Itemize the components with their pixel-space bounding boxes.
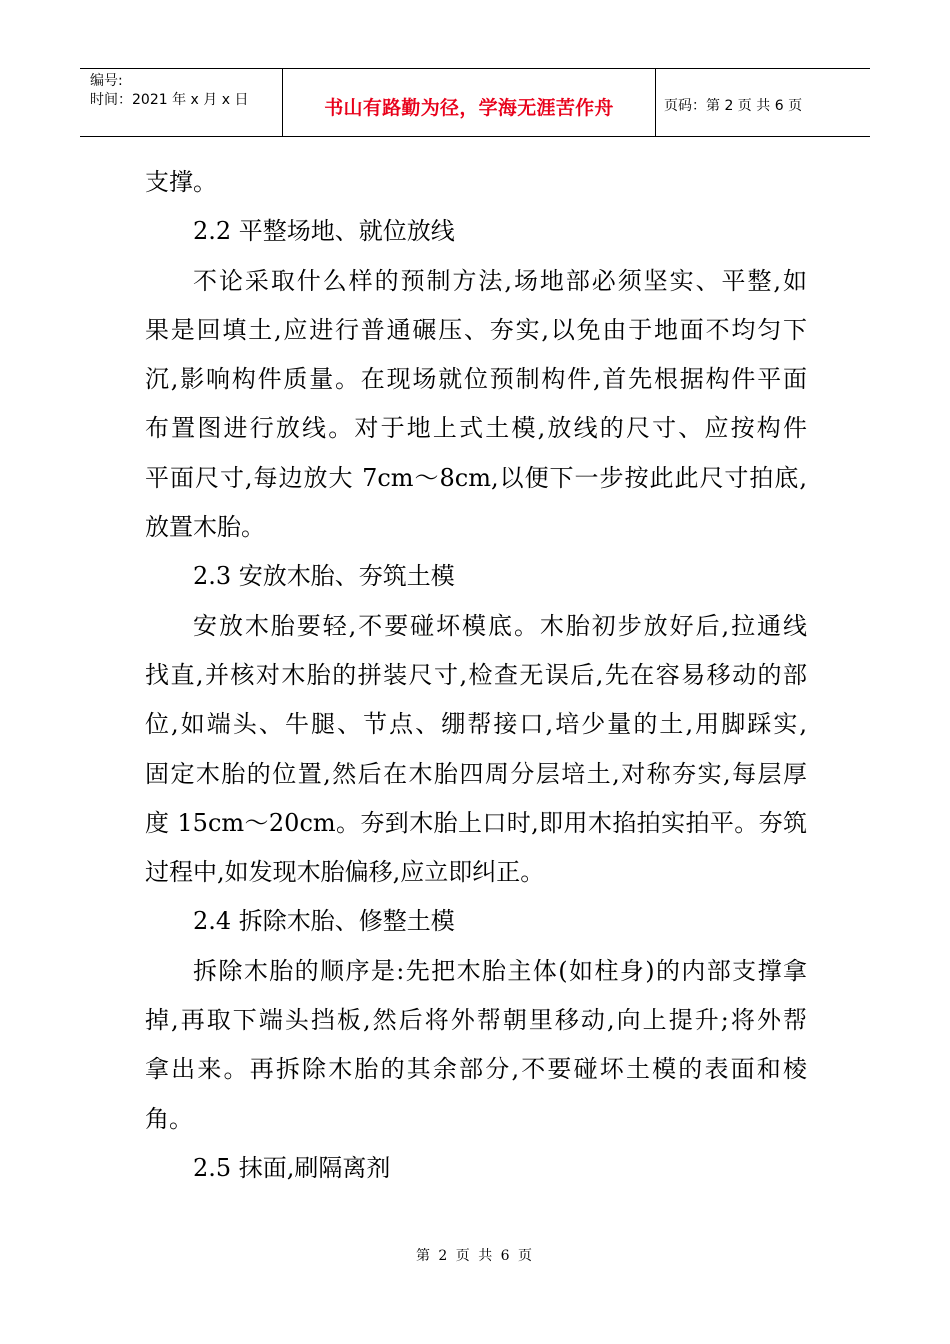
body-line: 支撑。 xyxy=(145,168,217,196)
body-line: 平面尺寸,每边放大 7cm～8cm,以便下一步按此此尺寸拍底, xyxy=(145,463,807,492)
body-line: 放置木胎。 xyxy=(145,513,265,542)
page-header xyxy=(80,68,870,137)
page-footer: 第 2 页 共 6 页 xyxy=(415,1248,535,1264)
body-line: 度 15cm～20cm。夯到木胎上口时,即用木掐拍实拍平。夯筑 xyxy=(145,808,807,837)
body-line: 沉,影响构件质量。在现场就位预制构件,首先根据构件平面 xyxy=(145,365,807,394)
document-body xyxy=(145,158,807,1193)
body-line: 果是回填土,应进行普通碾压、夯实,以免由于地面不均匀下 xyxy=(145,315,807,344)
body-line: 固定木胎的位置,然后在木胎四周分层培土,对称夯实,每层厚 xyxy=(145,759,807,788)
section-heading: 2.2 平整场地、就位放线 xyxy=(193,217,455,246)
body-line: 布置图进行放线。对于地上式土模,放线的尺寸、应按构件 xyxy=(145,414,807,443)
body-line: 拿出来。再拆除木胎的其余部分,不要碰坏土模的表面和棱 xyxy=(145,1055,807,1084)
body-line: 找直,并核对木胎的拼装尺寸,检查无误后,先在容易移动的部 xyxy=(145,660,807,689)
header-page-info: 页码：第 2 页 共 6 页 xyxy=(664,98,803,114)
header-motto: 书山有路勤为径，学海无涯苦作舟 xyxy=(324,97,614,119)
header-page-cell xyxy=(655,69,870,136)
body-line: 过程中,如发现木胎偏移,应立即纠正。 xyxy=(145,858,545,887)
document-number-label: 编号: xyxy=(90,73,123,89)
body-line: 拆除木胎的顺序是:先把木胎主体(如柱身)的内部支撑拿 xyxy=(193,956,807,985)
section-heading: 2.4 拆除木胎、修整土模 xyxy=(193,907,455,936)
section-heading: 2.3 安放木胎、夯筑土模 xyxy=(193,562,455,591)
body-line: 不论采取什么样的预制方法,场地部必须坚实、平整,如 xyxy=(193,266,807,295)
body-line: 掉,再取下端头挡板,然后将外帮朝里移动,向上提升;将外帮 xyxy=(145,1006,807,1035)
section-heading: 2.5 抹面,刷隔离剂 xyxy=(193,1153,391,1182)
body-line: 角。 xyxy=(145,1104,193,1133)
body-line: 安放木胎要轻,不要碰坏模底。木胎初步放好后,拉通线 xyxy=(193,611,807,640)
document-date-label: 时间：2021 年 x 月 x 日 xyxy=(90,92,249,108)
header-motto-cell xyxy=(282,69,656,136)
body-line: 位,如端头、牛腿、节点、绷帮接口,培少量的土,用脚踩实, xyxy=(145,710,807,739)
header-left-cell xyxy=(80,69,282,136)
